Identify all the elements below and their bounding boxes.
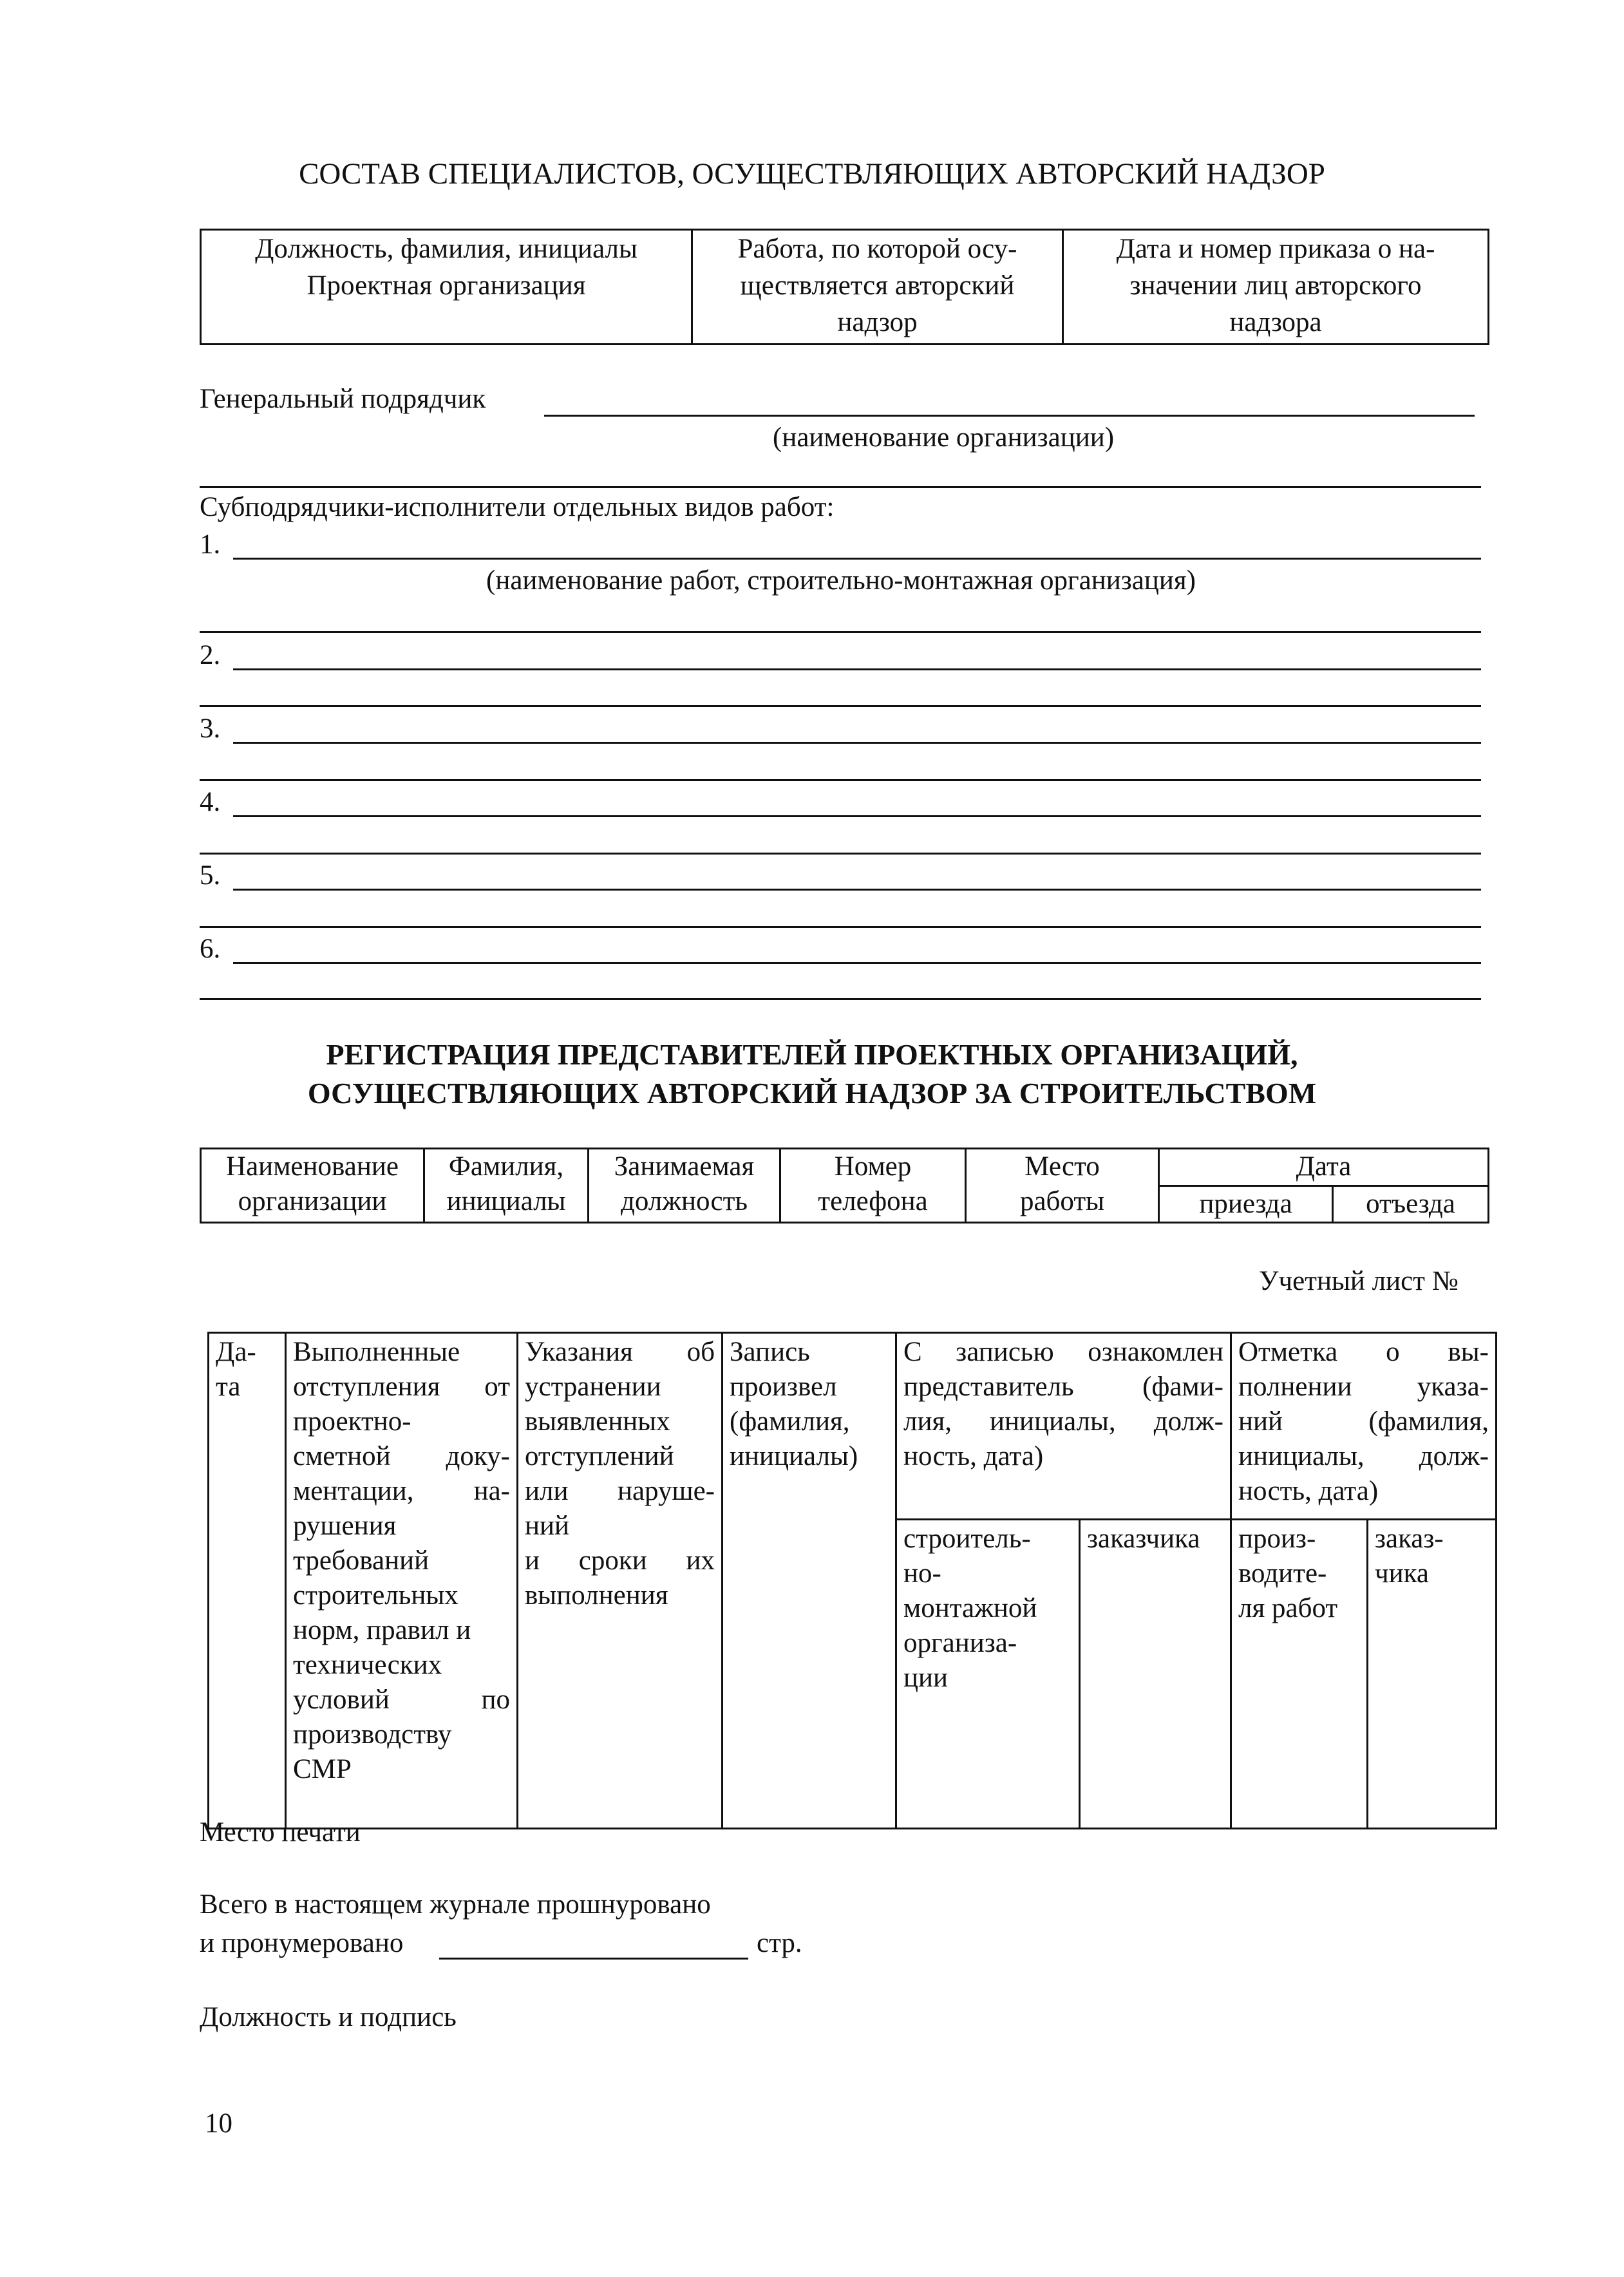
header-acq-contractor: строитель- но- монтажной организа- ции: [896, 1520, 1080, 1829]
header-execution-mark: Отметка о вы- полнении указа- ний (фамилия, инициалы, долж- ность, дата): [1231, 1333, 1497, 1520]
header-position-name: Должность, фамилия, инициалы Проектная организация: [201, 230, 692, 345]
header-exec-producer: произ- водите- ля работ: [1231, 1520, 1368, 1829]
subcontractor-field-3[interactable]: [233, 742, 1481, 744]
header-organization: Наименование организации: [201, 1149, 424, 1223]
subcontractor-field-6[interactable]: [233, 962, 1481, 964]
header-instructions: Указания об устранении выявленных отступлений или наруше- ний и сроки их выполнения: [518, 1333, 722, 1829]
subcontractor-field-1b[interactable]: [200, 631, 1481, 633]
page-number: 10: [205, 2108, 232, 2139]
subcontractor-field-1[interactable]: [233, 558, 1481, 560]
header-deviations: Выполненные отступления от проектно- сметной доку- ментации, на- рушения требований строительных норм, правил и технических условий по производству СМР: [286, 1333, 518, 1829]
laced-line-2-prefix: и пронумеровано: [200, 1928, 404, 1958]
header-recorded-by: Запись произвел (фамилия, инициалы): [722, 1333, 896, 1829]
subcontractor-number-2: 2.: [200, 640, 221, 670]
subcontractor-number-6: 6.: [200, 934, 221, 964]
position-signature: Должность и подпись: [200, 2002, 457, 2032]
general-contractor-field[interactable]: [544, 415, 1475, 417]
header-arrival: приезда: [1159, 1186, 1333, 1223]
subcontractor-field-4b[interactable]: [200, 853, 1481, 855]
general-contractor-caption: (наименование организации): [773, 422, 1115, 453]
header-phone: Номер телефона: [780, 1149, 966, 1223]
registration-table: [200, 1148, 1489, 1224]
specialists-table: [200, 229, 1489, 345]
header-order: Дата и номер приказа о на- значении лиц авторского надзора: [1063, 230, 1489, 345]
seal-place: Место печати: [200, 1817, 361, 1847]
subcontractor-field-6b[interactable]: [200, 998, 1481, 1000]
subcontractor-number-4: 4.: [200, 787, 221, 817]
account-sheet-table: [207, 1332, 1497, 1829]
subcontractor-number-3: 3.: [200, 713, 221, 744]
header-acquainted: С записью ознакомлен представитель (фами- лия, инициалы, долж- ность, дата): [896, 1333, 1231, 1520]
subcontractor-field-3b[interactable]: [200, 779, 1481, 781]
subcontractor-field-2[interactable]: [233, 668, 1481, 670]
subcontractor-field-4[interactable]: [233, 815, 1481, 817]
general-contractor-field-2[interactable]: [200, 486, 1481, 488]
header-occupied-position: Занимаемая должность: [589, 1149, 780, 1223]
header-acq-customer: заказчика: [1080, 1520, 1231, 1829]
header-work: Работа, по которой осу- ществляется авторский надзор: [692, 230, 1063, 345]
account-sheet-label: Учетный лист №: [1259, 1266, 1459, 1296]
header-date: Дата: [1159, 1149, 1489, 1186]
subcontractor-field-5[interactable]: [233, 889, 1481, 891]
general-contractor-label: Генеральный подрядчик: [200, 384, 486, 414]
subcontractor-number-5: 5.: [200, 860, 221, 891]
pages-count-field[interactable]: [439, 1958, 748, 1960]
header-exec-customer: заказ- чика: [1368, 1520, 1497, 1829]
subcontractor-field-2b[interactable]: [200, 705, 1481, 707]
subcontractor-field-5b[interactable]: [200, 926, 1481, 928]
page-title: СОСТАВ СПЕЦИАЛИСТОВ, ОСУЩЕСТВЛЯЮЩИХ АВТОРСКИЙ НАДЗОР: [299, 157, 1325, 191]
header-surname: Фамилия, инициалы: [424, 1149, 589, 1223]
header-workplace: Место работы: [966, 1149, 1159, 1223]
laced-line-1: Всего в настоящем журнале прошнуровано: [200, 1889, 711, 1920]
header-entry-date: Да- та: [209, 1333, 286, 1829]
subcontractors-label: Субподрядчики-исполнители отдельных видов работ:: [200, 492, 835, 522]
header-departure: отъезда: [1333, 1186, 1489, 1223]
subcontractor-number-1: 1.: [200, 529, 221, 560]
subcontractors-caption: (наименование работ, строительно-монтажная организация): [486, 565, 1196, 596]
registration-title: РЕГИСТРАЦИЯ ПРЕДСТАВИТЕЛЕЙ ПРОЕКТНЫХ ОРГАНИЗАЦИЙ, ОСУЩЕСТВЛЯЮЩИХ АВТОРСКИЙ НАДЗОР ЗА СТРОИТЕЛЬСТВОМ: [307, 1038, 1317, 1110]
laced-line-2-suffix: стр.: [757, 1928, 802, 1958]
